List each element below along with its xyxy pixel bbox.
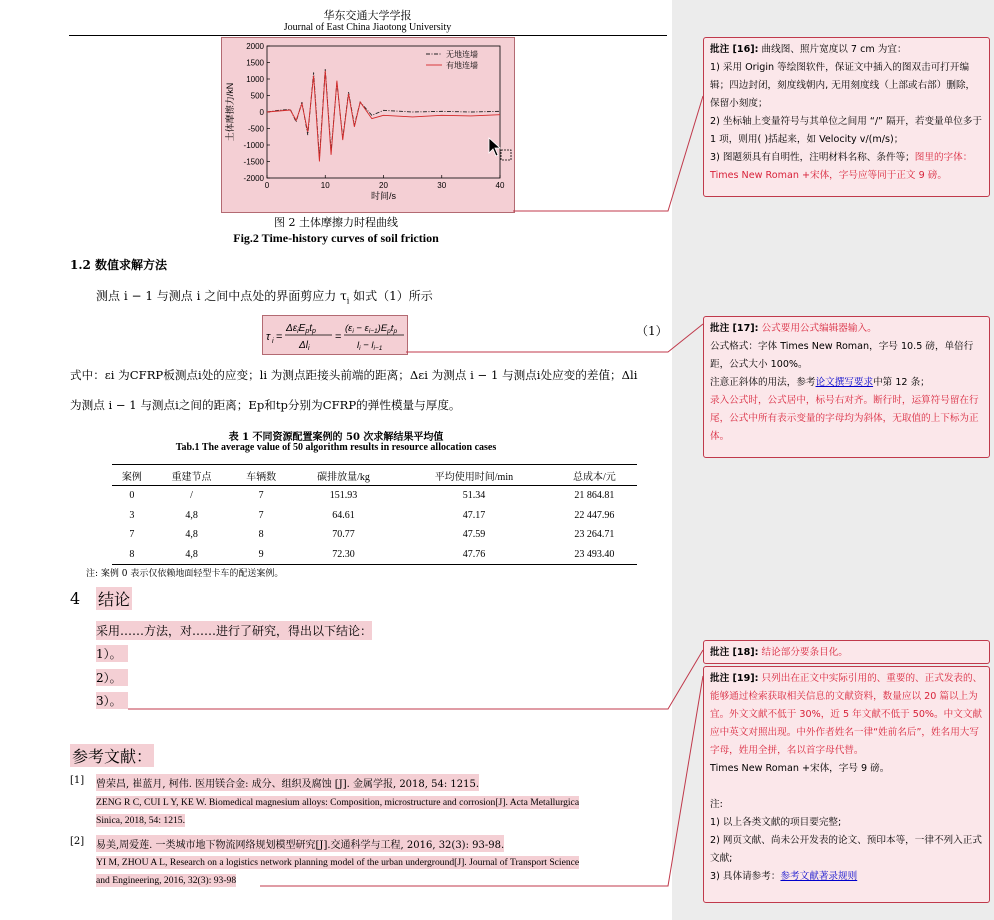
journal-title-en: Journal of East China Jiaotong University xyxy=(283,22,452,33)
ref-2-number: [2] xyxy=(70,836,85,847)
comment-17-label: 批注 [17]: xyxy=(710,323,759,334)
conclusion-heading: 结论 xyxy=(96,587,132,610)
comment-17-line2: 注意正斜体的用法，参考 xyxy=(710,377,816,388)
comment-17[interactable] xyxy=(703,316,990,458)
equation-number: （1） xyxy=(636,324,668,338)
equation-explanation-1: 式中：εi 为CFRP板测点i处的应变；li 为测点距接头前端的距离；Δεi 为测点 i − 1 与测点i处应变的差值；Δli xyxy=(70,368,638,382)
table-cell: 0 xyxy=(129,490,135,502)
table-cell: 3 xyxy=(129,509,135,521)
y-tick-label: -500 xyxy=(247,124,264,134)
svg-text:ΔεiEptp: $\Delta\varepsilon_iE_pt_p$ xyxy=(286,323,316,335)
x-tick-label: 0 xyxy=(264,181,270,190)
ref-1-en-line1: ZENG R C, CUI L Y, KE W. Biomedical magnesium alloys: Composition, microstructure and corrosion[J]. Acta Metallurgica xyxy=(96,797,580,808)
table-cell: 4,8 xyxy=(185,509,198,521)
y-tick-label: -1000 xyxy=(243,141,264,150)
y-axis-label: 土体摩擦力/kN xyxy=(225,82,235,142)
y-tick-label: 2000 xyxy=(246,42,264,51)
intro-text: 测点 i − 1 与测点 i 之间中点处的界面剪应力 τ xyxy=(96,289,347,303)
comment-17-line3: 录入公式时，公式居中，标号右对齐。断行时，运算符号留在行尾，公式中所有表示变量的字母均为斜体，无取值的上下标为正体。 xyxy=(710,395,979,442)
ref-1-number: [1] xyxy=(70,775,85,786)
comment-16-label: 批注 [16]: xyxy=(710,44,759,55)
table-cell: 64.61 xyxy=(332,509,355,521)
table-cell: 4,8 xyxy=(185,529,198,541)
table-cell: 72.30 xyxy=(291,545,396,565)
comment-16-line3: 3) 图题须具有自明性，注明材料名称、条件等； xyxy=(710,152,915,163)
table-header-cell: 总成本/元 xyxy=(552,465,637,486)
conclusion-item-1: 1）。 xyxy=(96,645,128,662)
svg-text:i: i xyxy=(272,338,274,345)
comment-19-n3: 3) 具体请参考： xyxy=(710,871,781,882)
intro-end: 如式（1）所示 xyxy=(349,289,433,303)
x-tick-label: 40 xyxy=(495,181,505,190)
connector-18 xyxy=(128,650,703,709)
comment-16-line1: 1) 采用 Origin 等绘图软件，保证文中插入的图双击可打开编辑；四边封闭，刻度线朝内, 无用刻度线（上部或右部）删除，保留小刻度； xyxy=(710,62,976,109)
table-cell: 22 447.96 xyxy=(574,509,615,521)
ref-2-en-line1: YI M, ZHOU A L, Research on a logistics network planning model of the urban underground[J]. Journal of Transport Science xyxy=(96,857,580,868)
ref-2-en-line2: and Engineering, 2016, 32(3): 93-98 xyxy=(96,875,237,886)
table-cell: 70.77 xyxy=(332,529,355,541)
connector-16 xyxy=(513,96,703,211)
comment-19-note: 注: xyxy=(710,799,723,810)
references-heading: 参考文献： xyxy=(70,744,154,767)
comment-19[interactable] xyxy=(703,666,990,903)
y-tick-label: 1500 xyxy=(246,58,264,68)
connector-19 xyxy=(260,676,703,886)
table-title-en: Tab.1 The average value of 50 algorithm results in resource allocation cases xyxy=(175,442,497,453)
comment-18-text: 结论部分要条目化。 xyxy=(758,647,848,658)
y-tick-label: 1000 xyxy=(246,75,264,84)
svg-text:τ: τ xyxy=(266,331,271,343)
table-header-cell: 车辆数 xyxy=(231,465,291,486)
table-note: 注: 案例 0 表示仅依赖地面轻型卡车的配送案例。 xyxy=(86,569,284,579)
table-cell: 151.93 xyxy=(329,490,358,502)
x-axis-label: 时间/s xyxy=(370,191,397,201)
table-cell: 51.34 xyxy=(462,490,486,502)
comment-18-label: 批注 [18]: xyxy=(710,647,759,658)
x-tick-label: 20 xyxy=(379,181,388,190)
conclusion-number: 4 xyxy=(70,589,81,608)
comment-19-red: 只列出在正文中实际引用的、重要的、正式发表的、能够通过检索获取相关信息的文献资料，数量应以 20 篇以上为宜。外文文献不低于 30%，近 5 年文献不低于 50%。中文文献应中英文对照出现。中外作者姓名一律“姓前名后”，姓名用大写字母，姓用全拼，名以首字母代替。 xyxy=(710,673,983,756)
table-cell: 4,8 xyxy=(152,545,232,565)
y-tick-label: 0 xyxy=(259,108,264,117)
connector-17 xyxy=(406,324,703,352)
comment-19-n2: 2) 网页文献、尚未公开发表的论文、预印本等，一律不列入正式文献; xyxy=(710,835,982,864)
svg-text:=: = xyxy=(276,331,283,343)
table-cell: 9 xyxy=(231,545,291,565)
conclusion-item-2: 2）。 xyxy=(96,669,128,686)
table-cell: 21 864.81 xyxy=(574,490,615,502)
table-cell: 47.59 xyxy=(462,529,486,541)
comment-16[interactable] xyxy=(703,37,990,197)
conclusion-item-3: 3）。 xyxy=(96,692,128,709)
equation-explanation-2: 为测点 i − 1 与测点i之间的距离；Ep和tp分别为CFRP的弹性模量与厚度。 xyxy=(70,398,461,412)
comment-19-label: 批注 [19]: xyxy=(710,673,759,684)
section-heading: 1.2 数值求解方法 xyxy=(70,258,168,272)
intro-sub: i xyxy=(346,296,350,306)
comment-16-head: 曲线图、照片宽度以 7 cm 为宜： xyxy=(758,44,907,55)
comment-19-n1: 1) 以上各类文献的项目要完整; xyxy=(710,817,842,828)
conclusion-intro: 采用……方法，对……进行了研究，得出以下结论： xyxy=(96,621,372,640)
y-tick-label: 500 xyxy=(250,91,264,101)
comment-17-line1: 公式格式：字体 Times New Roman，字号 10.5 磅，单倍行距，公式大小 100%。 xyxy=(710,341,974,370)
table-cell: 7 xyxy=(258,509,264,521)
table-cell: 47.17 xyxy=(462,509,486,521)
citation-rules-link[interactable]: 参考文献著录规则 xyxy=(780,871,858,882)
table-cell: 47.76 xyxy=(396,545,552,565)
svg-text:Δli: $\Delta l_i$ xyxy=(299,340,310,352)
comment-17-head: 公式要用公式编辑器输入。 xyxy=(758,323,877,334)
figure-caption-cn: 图 2 土体摩擦力时程曲线 xyxy=(274,216,398,229)
ref-2-cn: 易美,周爱莲. 一类城市地下物流网络规划模型研究[J].交通科学与工程, 2016, 32(3): 93-98. xyxy=(96,835,504,852)
journal-title-cn: 华东交通大学学报 xyxy=(323,9,412,22)
y-tick-label: -1500 xyxy=(243,157,264,167)
table-header-cell: 案例 xyxy=(112,465,152,486)
comment-18[interactable] xyxy=(703,640,990,664)
ref-1-en-line2: Sinica, 2018, 54: 1215. xyxy=(96,815,186,826)
table-cell: 23 493.40 xyxy=(552,545,637,565)
comment-19-font: Times New Roman +宋体，字号 9 磅。 xyxy=(710,763,890,774)
y-tick-label: -2000 xyxy=(243,174,264,183)
ref-1-cn: 曾荣昌, 崔蓝月, 柯伟. 医用镁合金: 成分、组织及腐蚀 [J]. 金属学报, 2018, 54: 1215. xyxy=(96,774,479,791)
figure-caption-en: Fig.2 Time-history curves of soil friction xyxy=(233,231,439,245)
svg-text:=: = xyxy=(335,331,342,343)
table-header-cell: 重建节点 xyxy=(152,465,232,486)
legend-label-2: 有地连墙 xyxy=(446,61,478,70)
svg-text:(εi − εi−1)Eptp: $(\varepsilon_i - \varepsilon_{i-1})E_pt_p$ xyxy=(345,323,398,335)
comment-16-line2: 2) 坐标轴上变量符号与其单位之间用 “/” 隔开，若变量单位多于 1 项，则用( )括起来，如 Velocity v/(m/s)； xyxy=(710,116,983,145)
svg-text:li − li−1: $l_i - l_{i-1}$ xyxy=(357,340,383,352)
writing-requirements-link[interactable]: 论文撰写要求 xyxy=(815,377,874,388)
table-cell: / xyxy=(190,490,193,502)
table-header-cell: 碳排放量/kg xyxy=(291,465,396,486)
table-cell: 23 264.71 xyxy=(574,529,615,541)
table-cell: 7 xyxy=(258,490,264,502)
comment-17-line2-end: 中第 12 条； xyxy=(873,377,930,388)
table-title-cn: 表 1 不同资源配置案例的 50 次求解结果平均值 xyxy=(228,432,444,443)
x-tick-label: 30 xyxy=(437,181,447,190)
table-cell: 7 xyxy=(129,529,135,541)
legend-label-1: 无地连墙 xyxy=(446,50,478,59)
table-cell: 8 xyxy=(112,545,152,565)
x-tick-label: 10 xyxy=(320,181,330,190)
table-cell: 8 xyxy=(258,529,264,541)
comment-16-line3-red: 图里的字体：Times New Roman +宋体，字号应等同于正文 9 磅。 xyxy=(710,152,973,181)
table-header-cell: 平均使用时间/min xyxy=(396,465,552,486)
